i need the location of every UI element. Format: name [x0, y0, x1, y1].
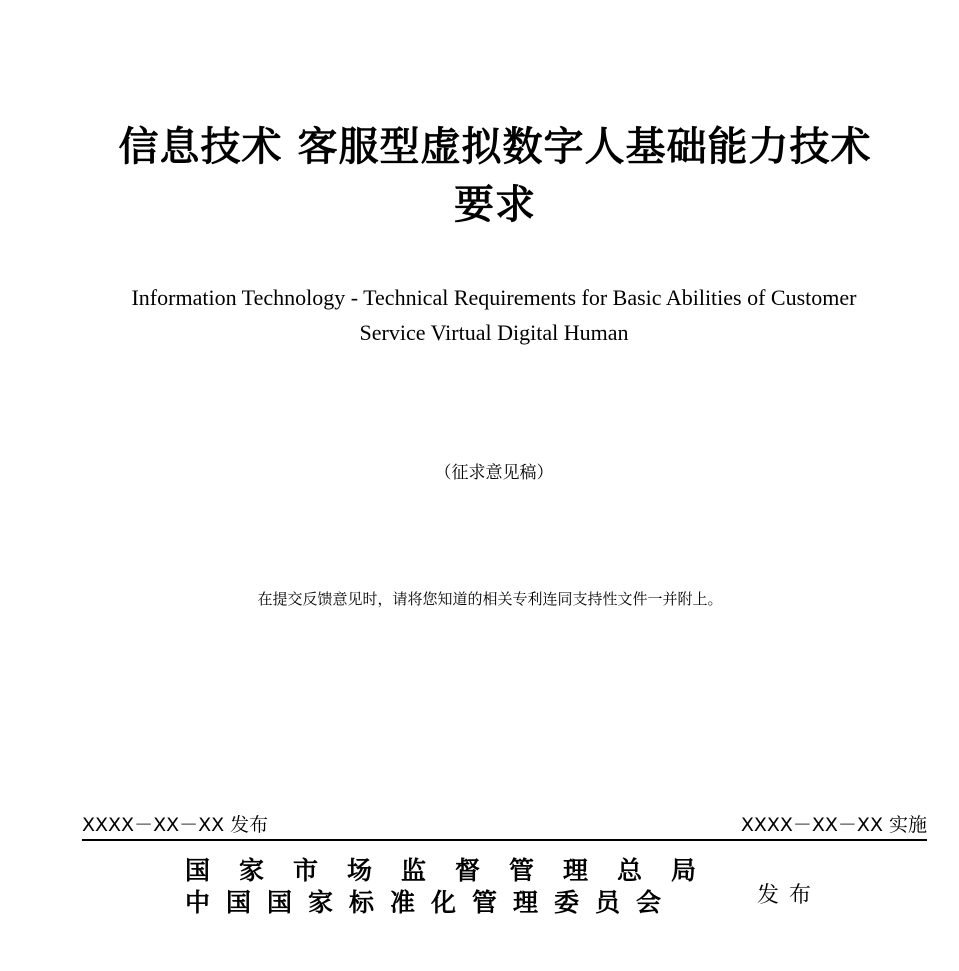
publish-label: 发布 — [757, 883, 822, 908]
issuer-samr: 国家市场监督管理总局 — [185, 856, 726, 885]
issuer-sac: 中国国家标准化管理委员会 — [185, 888, 678, 917]
english-title-line-2: Service Virtual Digital Human — [359, 320, 629, 345]
effective-date: XXXX－XX－XX 实施 — [740, 814, 927, 836]
draft-status-label: （征求意见稿） — [434, 463, 554, 483]
english-title — [60, 280, 928, 350]
chinese-title-line-2: 要求 — [454, 182, 536, 228]
release-date: XXXX－XX－XX 发布 — [82, 814, 269, 836]
chinese-title — [40, 118, 950, 234]
horizontal-rule — [82, 839, 927, 841]
issuing-authorities — [185, 855, 725, 919]
chinese-title-line-1: 信息技术 客服型虚拟数字人基础能力技术 — [118, 124, 872, 170]
patent-notice: 在提交反馈意见时，请将您知道的相关专利连同支持性文件一并附上。 — [257, 590, 723, 608]
english-title-line-1: Information Technology - Technical Requirements for Basic Abilities of Customer — [131, 285, 857, 310]
